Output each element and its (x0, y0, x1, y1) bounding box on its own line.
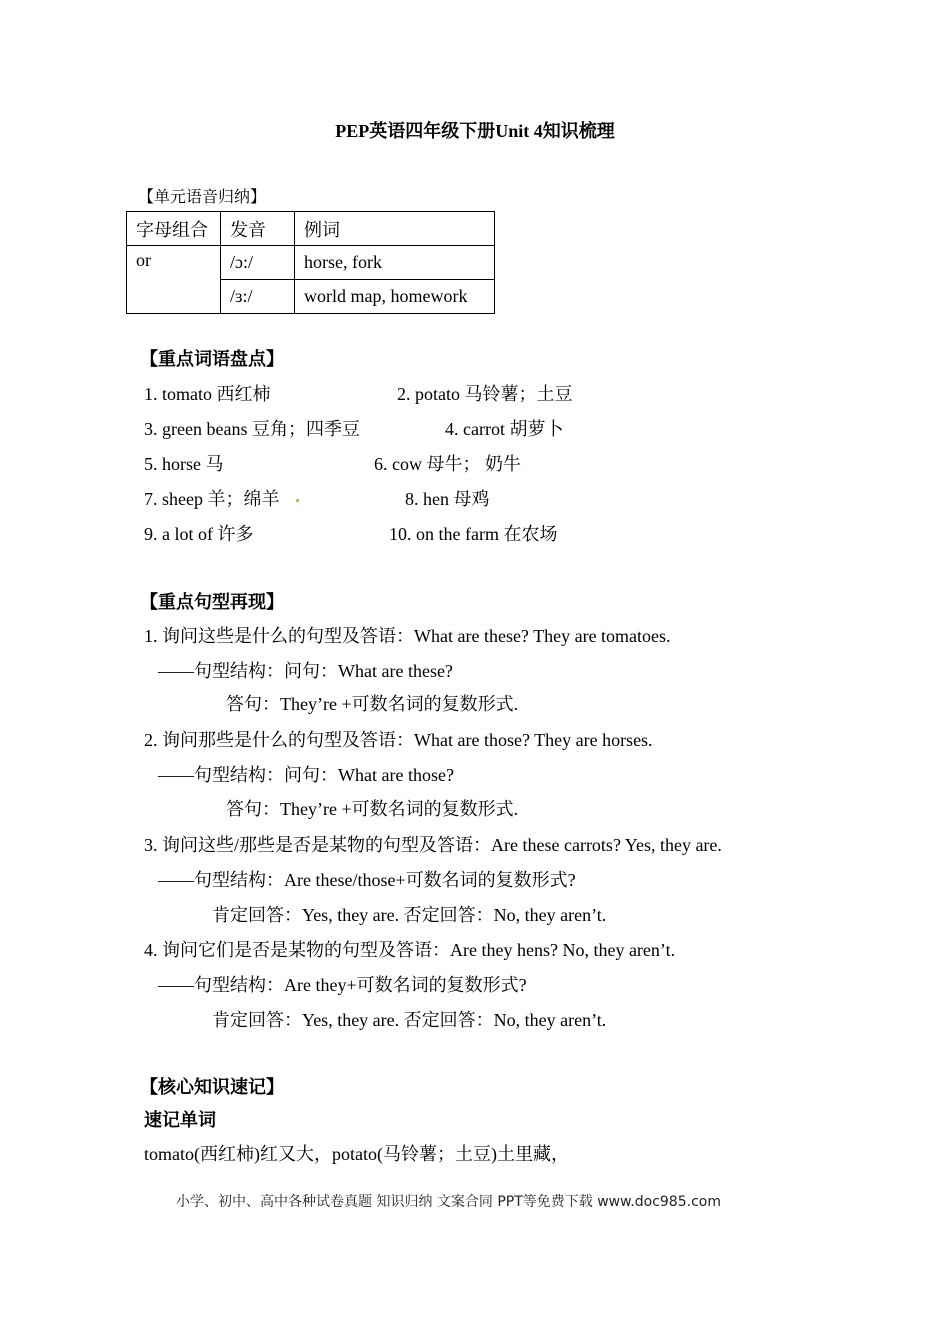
vocab-heading: 【重点词语盘点】 (140, 349, 284, 369)
table-row (127, 246, 495, 280)
header-cell: 发音 (221, 212, 295, 246)
page-footer: 小学、初中、高中各种试卷真题 知识归纳 文案合同 PPT等免费下载 www.doc985.com (176, 1194, 721, 1210)
vocab-item: 7. sheep 羊；绵羊 (144, 489, 280, 509)
sentence-line: 2. 询问那些是什么的句型及答语：What are those? They are horses. (144, 730, 653, 750)
vocab-item: 10. on the farm 在农场 (389, 524, 558, 544)
vocab-item: 3. green beans 豆角；四季豆 (144, 419, 360, 439)
sentence-line: 3. 询问这些/那些是否是某物的句型及答语：Are these carrots? Yes, they are. (144, 835, 722, 855)
core-subheading: 速记单词 (144, 1110, 216, 1130)
header-cell: 字母组合 (127, 212, 221, 246)
sentence-line: 4. 询问它们是否是某物的句型及答语：Are they hens? No, they aren’t. (144, 940, 676, 960)
vocab-item: 9. a lot of 许多 (144, 524, 254, 544)
vocab-item: 6. cow 母牛； 奶牛 (374, 454, 521, 474)
vocab-item: 4. carrot 胡萝卜 (445, 419, 564, 439)
sentence-line: 答句：They’re +可数名词的复数形式. (226, 799, 519, 819)
sentences-heading: 【重点句型再现】 (140, 592, 284, 612)
sentence-line: ——句型结构：问句：What are these? (158, 661, 453, 681)
phonics-heading: 【单元语音归纳】 (138, 189, 267, 206)
combo-cell: or (127, 246, 221, 314)
vocab-item: 5. horse 马 (144, 454, 224, 474)
sentence-line: ——句型结构：问句：What are those? (158, 765, 454, 785)
sentence-line: 肯定回答：Yes, they are. 否定回答：No, they aren’t. (212, 905, 607, 925)
phonics-table (126, 211, 495, 314)
example-cell: world map, homework (295, 280, 495, 314)
core-heading: 【核心知识速记】 (140, 1077, 284, 1097)
sentence-line: ——句型结构：Are they+可数名词的复数形式? (158, 975, 527, 995)
decorative-dot (296, 499, 299, 502)
sound-cell: /ɜ:/ (221, 280, 295, 314)
sentence-line: 1. 询问这些是什么的句型及答语：What are these? They are tomatoes. (144, 626, 671, 646)
example-cell: horse, fork (295, 246, 495, 280)
vocab-item: 1. tomato 西红柿 (144, 384, 271, 404)
sentence-line: 答句：They’re +可数名词的复数形式. (226, 694, 519, 714)
table-header-row (127, 212, 495, 246)
core-line: tomato(西红柿)红又大，potato(马铃薯；土豆)土里藏， (144, 1144, 569, 1164)
vocab-item: 2. potato 马铃薯；土豆 (397, 384, 573, 404)
sentence-line: ——句型结构：Are these/those+可数名词的复数形式? (158, 870, 576, 890)
sound-cell: /ɔ:/ (221, 246, 295, 280)
vocab-item: 8. hen 母鸡 (405, 489, 490, 509)
page-title: PEP英语四年级下册Unit 4知识梳理 (335, 121, 615, 141)
header-cell: 例词 (295, 212, 495, 246)
sentence-line: 肯定回答：Yes, they are. 否定回答：No, they aren’t. (212, 1010, 607, 1030)
